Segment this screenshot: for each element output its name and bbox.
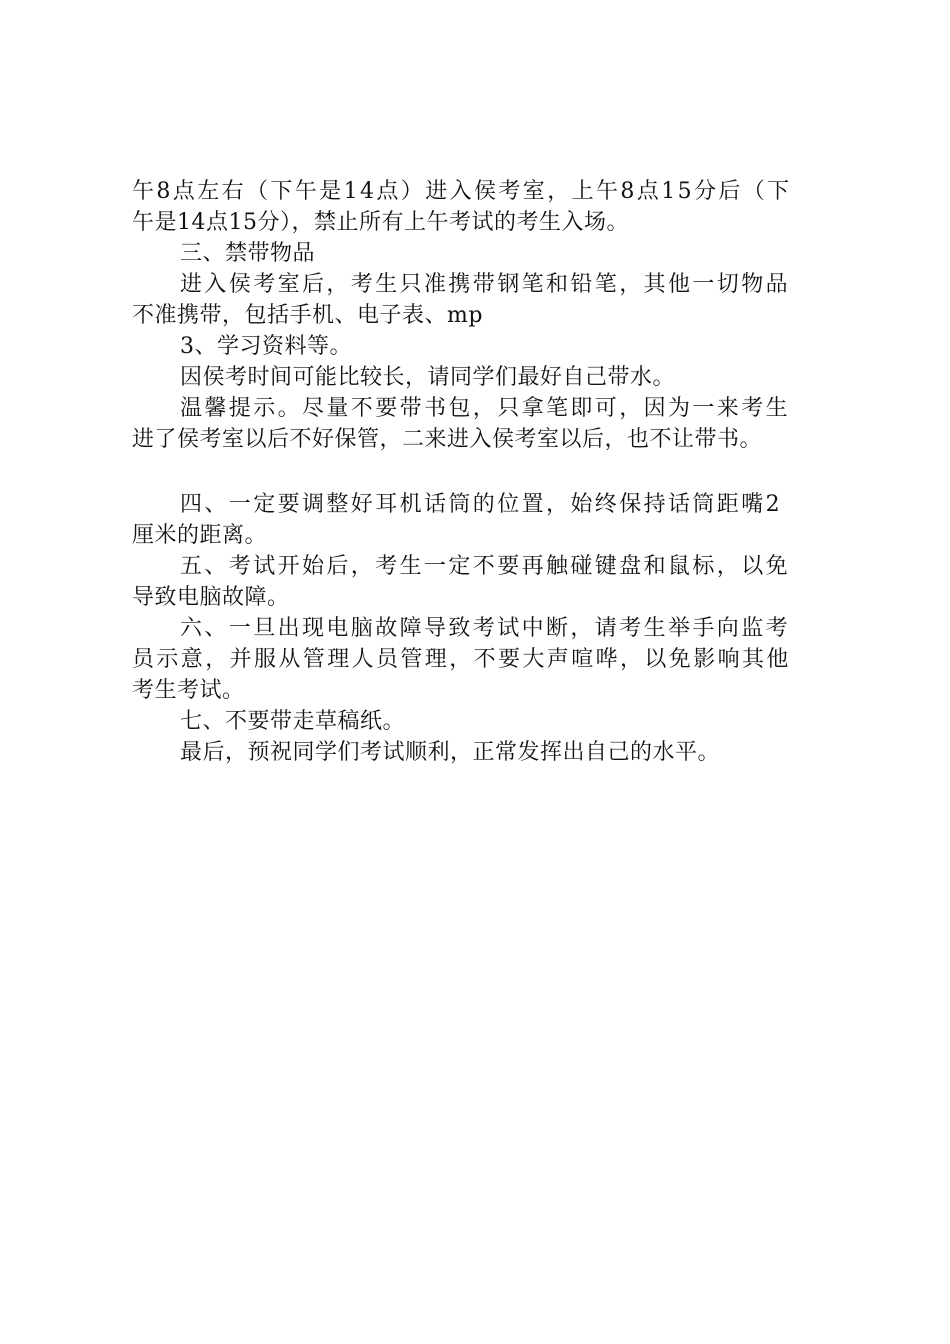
paragraph-line: 不准携带，包括手机、电子表、mp (132, 303, 483, 328)
paragraph-line: 进了侯考室以后不好保管，二来进入侯考室以后，也不让带书。 (132, 427, 763, 452)
paragraph-line: 午8点左右（下午是14点）进入侯考室，上午8点15分后（下 (132, 179, 792, 204)
paragraph-line: 五、考试开始后，考生一定不要再触碰键盘和鼠标，以免 (180, 554, 791, 579)
paragraph-line: 四、一定要调整好耳机话筒的位置，始终保持话筒距嘴2 (180, 492, 782, 517)
document-body (132, 176, 832, 768)
paragraph-gap (132, 455, 832, 489)
paragraph-line: 考生考试。 (132, 678, 245, 703)
paragraph-line: 进入侯考室后，考生只准携带钢笔和铅笔，其他一切物品 (180, 272, 791, 297)
paragraph-line: 午是14点15分），禁止所有上午考试的考生入场。 (132, 210, 629, 235)
paragraph-line: 六、一旦出现电脑故障导致考试中断，请考生举手向监考 (180, 616, 791, 641)
section-heading: 三、禁带物品 (180, 241, 316, 266)
paragraph-line: 七、不要带走草稿纸。 (180, 709, 406, 734)
paragraph-line: 温馨提示。尽量不要带书包，只拿笔即可，因为一来考生 (180, 396, 791, 421)
paragraph-line: 3、学习资料等。 (180, 334, 352, 359)
paragraph-line: 导致电脑故障。 (132, 585, 290, 610)
paragraph-line: 因侯考时间可能比较长，请同学们最好自己带水。 (180, 365, 676, 390)
paragraph-line: 最后，预祝同学们考试顺利，正常发挥出自己的水平。 (180, 740, 721, 765)
paragraph-line: 员示意，并服从管理人员管理，不要大声喧哗，以免影响其他 (132, 647, 791, 672)
paragraph-line: 厘米的距离。 (132, 523, 268, 548)
